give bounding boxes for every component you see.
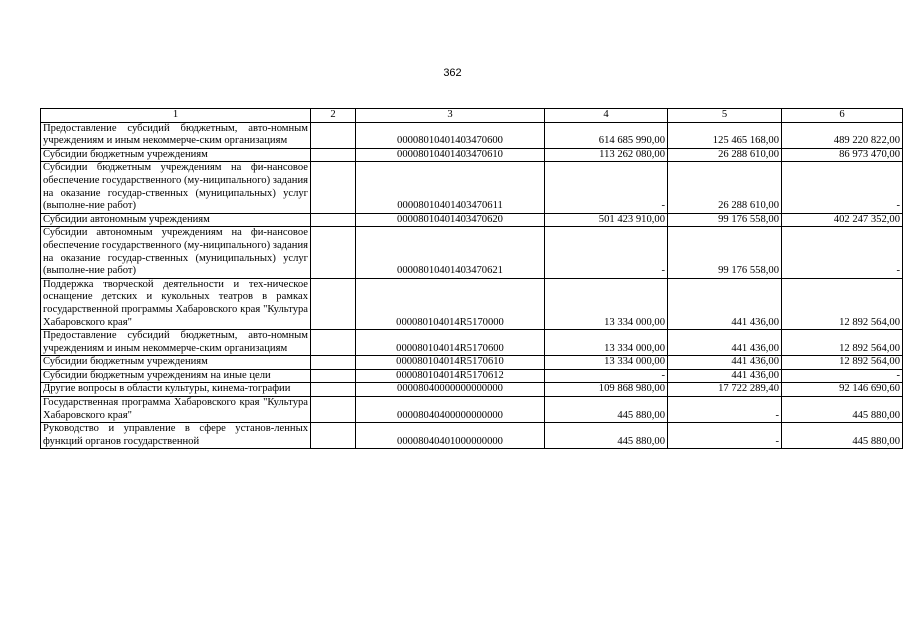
col4-value: 113 262 080,00 [545, 148, 668, 162]
code-cell: 000080104014R5170610 [356, 356, 545, 370]
col4-value: 445 880,00 [545, 397, 668, 423]
table-row [41, 397, 903, 423]
col5-value: 441 436,00 [668, 369, 782, 383]
table-row [41, 148, 903, 162]
table-row [41, 356, 903, 370]
col6-value: 445 880,00 [782, 397, 903, 423]
code-cell: 00008010401403470611 [356, 162, 545, 213]
header-row [41, 109, 903, 123]
table-row [41, 383, 903, 397]
row-name-cell: Государственная программа Хабаровского края "Культура Хабаровского края" [41, 397, 311, 423]
row-name-cell: Субсидии бюджетным учреждениям на фи-нансовое обеспечение государственного (му-ниципального) задания на оказание государ-ственных (муниципальных) услуг (выполне-ние работ) [41, 162, 311, 213]
code-cell: 000080104014R5170600 [356, 330, 545, 356]
code-cell: 00008040400000000000 [356, 397, 545, 423]
col4-value: - [545, 162, 668, 213]
column-header: 5 [668, 109, 782, 123]
row-name-cell: Субсидии бюджетным учреждениям на иные цели [41, 369, 311, 383]
col6-value: - [782, 227, 903, 278]
col2-cell [311, 213, 356, 227]
column-header: 1 [41, 109, 311, 123]
code-cell: 00008040000000000000 [356, 383, 545, 397]
row-name-cell: Субсидии бюджетным учреждениям [41, 148, 311, 162]
col2-cell [311, 227, 356, 278]
column-header: 6 [782, 109, 903, 123]
row-name-cell: Предоставление субсидий бюджетным, авто-номным учреждениям и иным некоммерче-ским организациям [41, 330, 311, 356]
col5-value: 17 722 289,40 [668, 383, 782, 397]
col5-value: - [668, 423, 782, 449]
col2-cell [311, 369, 356, 383]
col5-value: - [668, 397, 782, 423]
row-name-cell: Руководство и управление в сфере установ-ленных функций органов государственной [41, 423, 311, 449]
col2-cell [311, 423, 356, 449]
col5-value: 26 288 610,00 [668, 148, 782, 162]
col4-value: 501 423 910,00 [545, 213, 668, 227]
col4-value: 614 685 990,00 [545, 122, 668, 148]
col4-value: - [545, 369, 668, 383]
col5-value: 125 465 168,00 [668, 122, 782, 148]
col2-cell [311, 162, 356, 213]
col4-value: 13 334 000,00 [545, 330, 668, 356]
col6-value: 92 146 690,60 [782, 383, 903, 397]
col2-cell [311, 356, 356, 370]
table-row [41, 330, 903, 356]
code-cell: 00008040401000000000 [356, 423, 545, 449]
table-row [41, 213, 903, 227]
column-header: 2 [311, 109, 356, 123]
col2-cell [311, 122, 356, 148]
table-row [41, 278, 903, 329]
col6-value: 86 973 470,00 [782, 148, 903, 162]
col4-value: 13 334 000,00 [545, 278, 668, 329]
col4-value: 109 868 980,00 [545, 383, 668, 397]
col5-value: 441 436,00 [668, 278, 782, 329]
col2-cell [311, 397, 356, 423]
table-row [41, 162, 903, 213]
col2-cell [311, 148, 356, 162]
col2-cell [311, 278, 356, 329]
code-cell: 000080104014R5170612 [356, 369, 545, 383]
col6-value: 402 247 352,00 [782, 213, 903, 227]
col5-value: 441 436,00 [668, 356, 782, 370]
code-cell: 00008010401403470621 [356, 227, 545, 278]
col5-value: 26 288 610,00 [668, 162, 782, 213]
row-name-cell: Предоставление субсидий бюджетным, авто-номным учреждениям и иным некоммерче-ским организациям [41, 122, 311, 148]
col4-value: 13 334 000,00 [545, 356, 668, 370]
column-header: 3 [356, 109, 545, 123]
col6-value: - [782, 162, 903, 213]
budget-table [40, 108, 903, 449]
code-cell: 00008010401403470600 [356, 122, 545, 148]
col6-value: 445 880,00 [782, 423, 903, 449]
row-name-cell: Другие вопросы в области культуры, кинема-тографии [41, 383, 311, 397]
table-row [41, 369, 903, 383]
page-number: 362 [443, 67, 462, 79]
col6-value: 489 220 822,00 [782, 122, 903, 148]
column-header: 4 [545, 109, 668, 123]
table-row [41, 227, 903, 278]
col4-value: - [545, 227, 668, 278]
code-cell: 00008010401403470610 [356, 148, 545, 162]
table-row [41, 122, 903, 148]
col5-value: 99 176 558,00 [668, 227, 782, 278]
col6-value: 12 892 564,00 [782, 356, 903, 370]
col2-cell [311, 330, 356, 356]
row-name-cell: Субсидии автономным учреждениям [41, 213, 311, 227]
col4-value: 445 880,00 [545, 423, 668, 449]
col5-value: 441 436,00 [668, 330, 782, 356]
table-row [41, 423, 903, 449]
row-name-cell: Поддержка творческой деятельности и тех-ническое оснащение детских и кукольных театров в рамках государственной программы Хабаровского края "Культура Хабаровского края" [41, 278, 311, 329]
code-cell: 00008010401403470620 [356, 213, 545, 227]
col6-value: 12 892 564,00 [782, 278, 903, 329]
col6-value: 12 892 564,00 [782, 330, 903, 356]
code-cell: 000080104014R5170000 [356, 278, 545, 329]
row-name-cell: Субсидии бюджетным учреждениям [41, 356, 311, 370]
col5-value: 99 176 558,00 [668, 213, 782, 227]
row-name-cell: Субсидии автономным учреждениям на фи-нансовое обеспечение государственного (му-ниципального) задания на оказание государ-ственных (муниципальных) услуг (выполне-ние работ) [41, 227, 311, 278]
col6-value: - [782, 369, 903, 383]
col2-cell [311, 383, 356, 397]
